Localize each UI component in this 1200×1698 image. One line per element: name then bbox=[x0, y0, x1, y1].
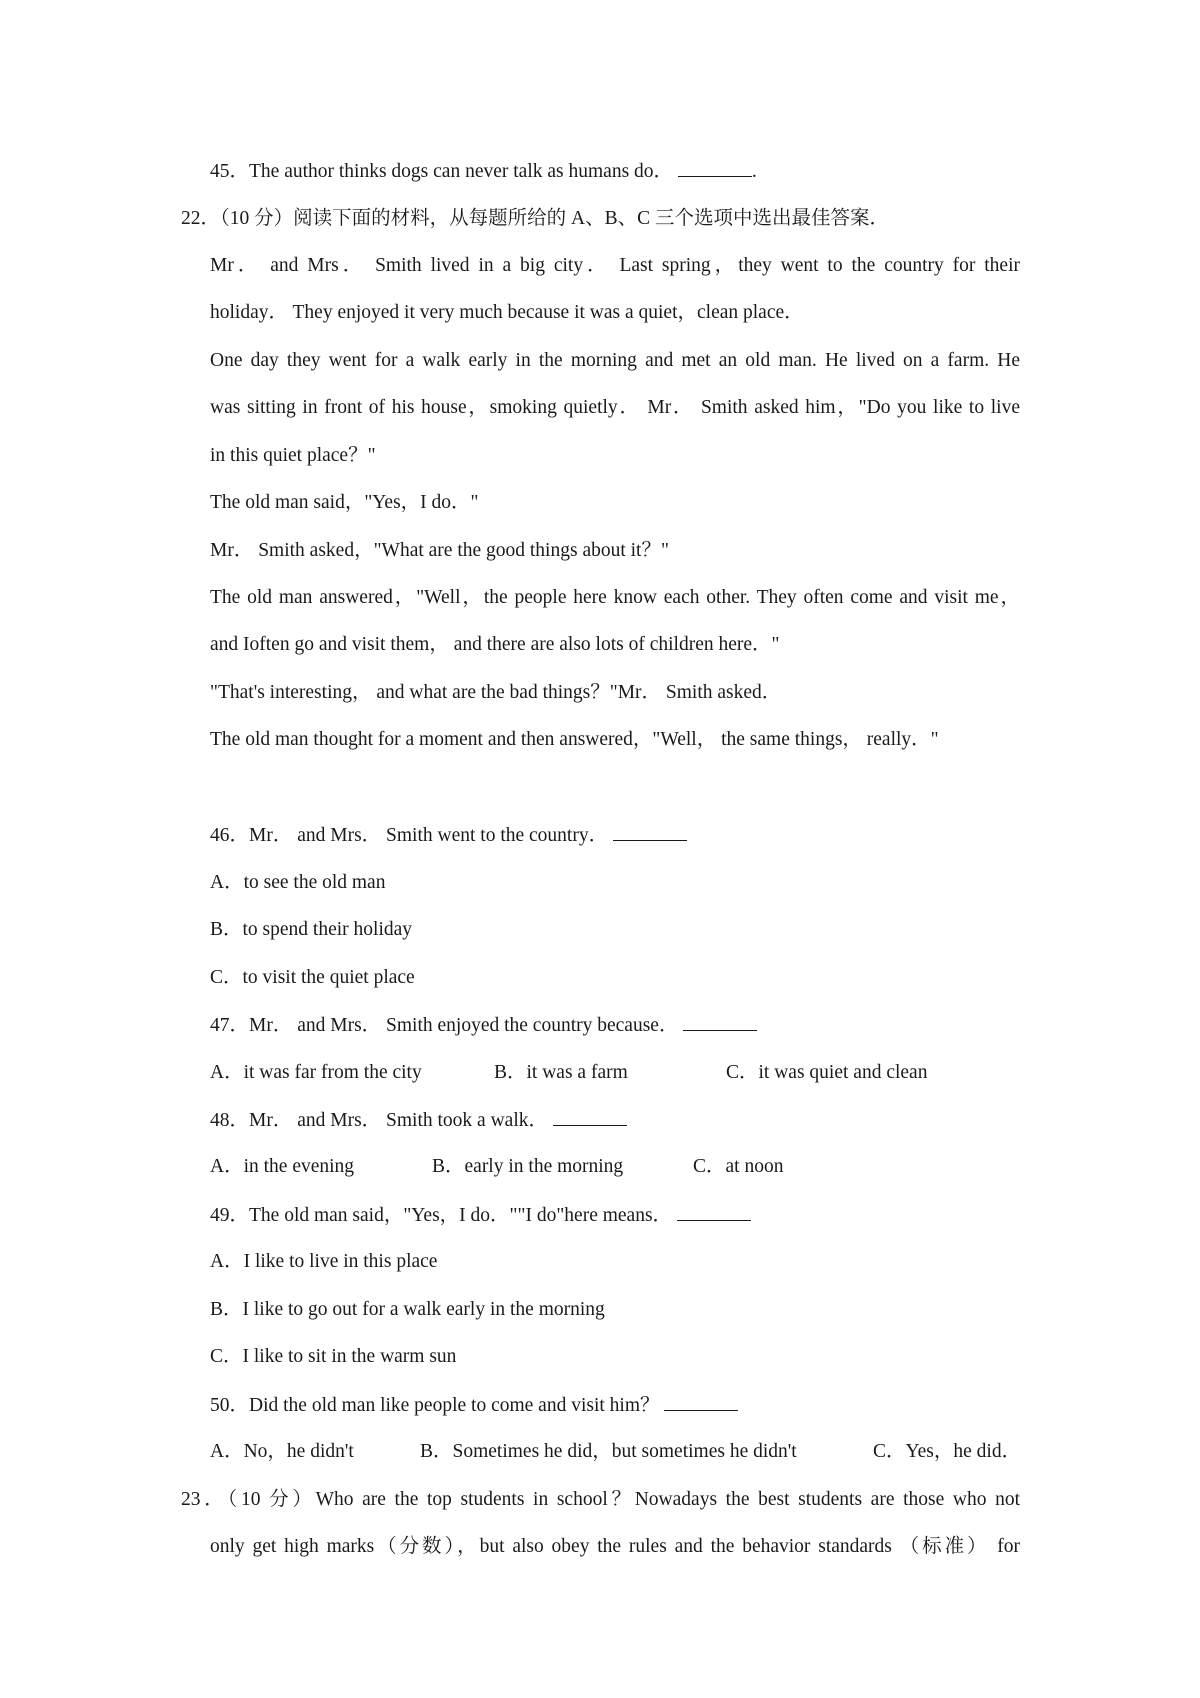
option: C．at noon bbox=[693, 1156, 784, 1177]
option: C．Yes，he did． bbox=[873, 1441, 1022, 1462]
option: A．it was far from the city bbox=[210, 1062, 422, 1083]
passage-line: holiday． They enjoyed it very much because it was a quiet，clean place． bbox=[210, 302, 804, 323]
option: B．Sometimes he did，but sometimes he didn't bbox=[420, 1441, 797, 1462]
option: C．it was quiet and clean bbox=[726, 1062, 928, 1083]
question-45 bbox=[210, 158, 757, 185]
section-22-header: 22．（10 分）阅读下面的材料，从每题所给的 A、B、C 三个选项中选出最佳答案． bbox=[181, 208, 889, 229]
answer-blank bbox=[613, 822, 687, 841]
answer-blank bbox=[677, 1202, 751, 1221]
question-45-end: . bbox=[751, 161, 757, 182]
question-48 bbox=[210, 1107, 627, 1134]
question-47-stem: 47．Mr． and Mrs． Smith enjoyed the country because． bbox=[210, 1015, 679, 1036]
question-46-stem: 46．Mr． and Mrs． Smith went to the country． bbox=[210, 825, 609, 846]
answer-blank bbox=[553, 1107, 627, 1126]
question-48-stem: 48．Mr． and Mrs． Smith took a walk． bbox=[210, 1110, 548, 1131]
passage-line: Mr． and Mrs． Smith lived in a big city． Last spring，they went to the country for their bbox=[210, 255, 1020, 276]
option: B．to spend their holiday bbox=[210, 919, 413, 940]
passage-line: in this quiet place？" bbox=[210, 445, 376, 466]
passage-line: and Ioften go and visit them， and there are also lots of children here．" bbox=[210, 634, 780, 655]
question-45-text: 45．The author thinks dogs can never talk as humans do． bbox=[210, 161, 674, 182]
passage-line: "That's interesting， and what are the bad things？"Mr． Smith asked． bbox=[210, 682, 782, 703]
option: B．I like to go out for a walk early in the morning bbox=[210, 1299, 605, 1320]
answer-blank bbox=[678, 158, 752, 177]
option: A．to see the old man bbox=[210, 872, 386, 893]
passage-line: The old man answered，"Well，the people here know each other. They often come and visit me， bbox=[210, 587, 1020, 608]
option: A．No，he didn't bbox=[210, 1441, 354, 1462]
passage-line: only get high marks（分数），but also obey the rules and the behavior standards （标准） for bbox=[210, 1536, 1020, 1557]
option: B．it was a farm bbox=[494, 1062, 628, 1083]
question-50-stem: 50．Did the old man like people to come and visit him？ bbox=[210, 1395, 660, 1416]
passage-line: One day they went for a walk early in the morning and met an old man. He lived on a farm. He bbox=[210, 350, 1020, 371]
option: A．in the evening bbox=[210, 1156, 355, 1177]
passage-line: The old man said，"Yes，I do．" bbox=[210, 492, 479, 513]
passage-line: Mr． Smith asked，"What are the good things about it？" bbox=[210, 540, 669, 561]
question-49 bbox=[210, 1202, 751, 1229]
passage-line: The old man thought for a moment and then answered，"Well， the same things， really．" bbox=[210, 729, 939, 750]
passage-line: was sitting in front of his house，smoking quietly． Mr． Smith asked him，"Do you like to live bbox=[210, 397, 1020, 418]
section-23-header: 23．（10 分）Who are the top students in school？Nowadays the best students are those who not bbox=[181, 1489, 1020, 1510]
answer-blank bbox=[683, 1012, 757, 1031]
question-46 bbox=[210, 822, 687, 849]
option: B．early in the morning bbox=[432, 1156, 624, 1177]
option: C．I like to sit in the warm sun bbox=[210, 1346, 457, 1367]
option: C．to visit the quiet place bbox=[210, 967, 415, 988]
answer-blank bbox=[664, 1392, 738, 1411]
question-49-stem: 49．The old man said，"Yes，I do．""I do"here means． bbox=[210, 1205, 673, 1226]
question-50 bbox=[210, 1392, 738, 1419]
option: A．I like to live in this place bbox=[210, 1251, 438, 1272]
question-47 bbox=[210, 1012, 757, 1039]
